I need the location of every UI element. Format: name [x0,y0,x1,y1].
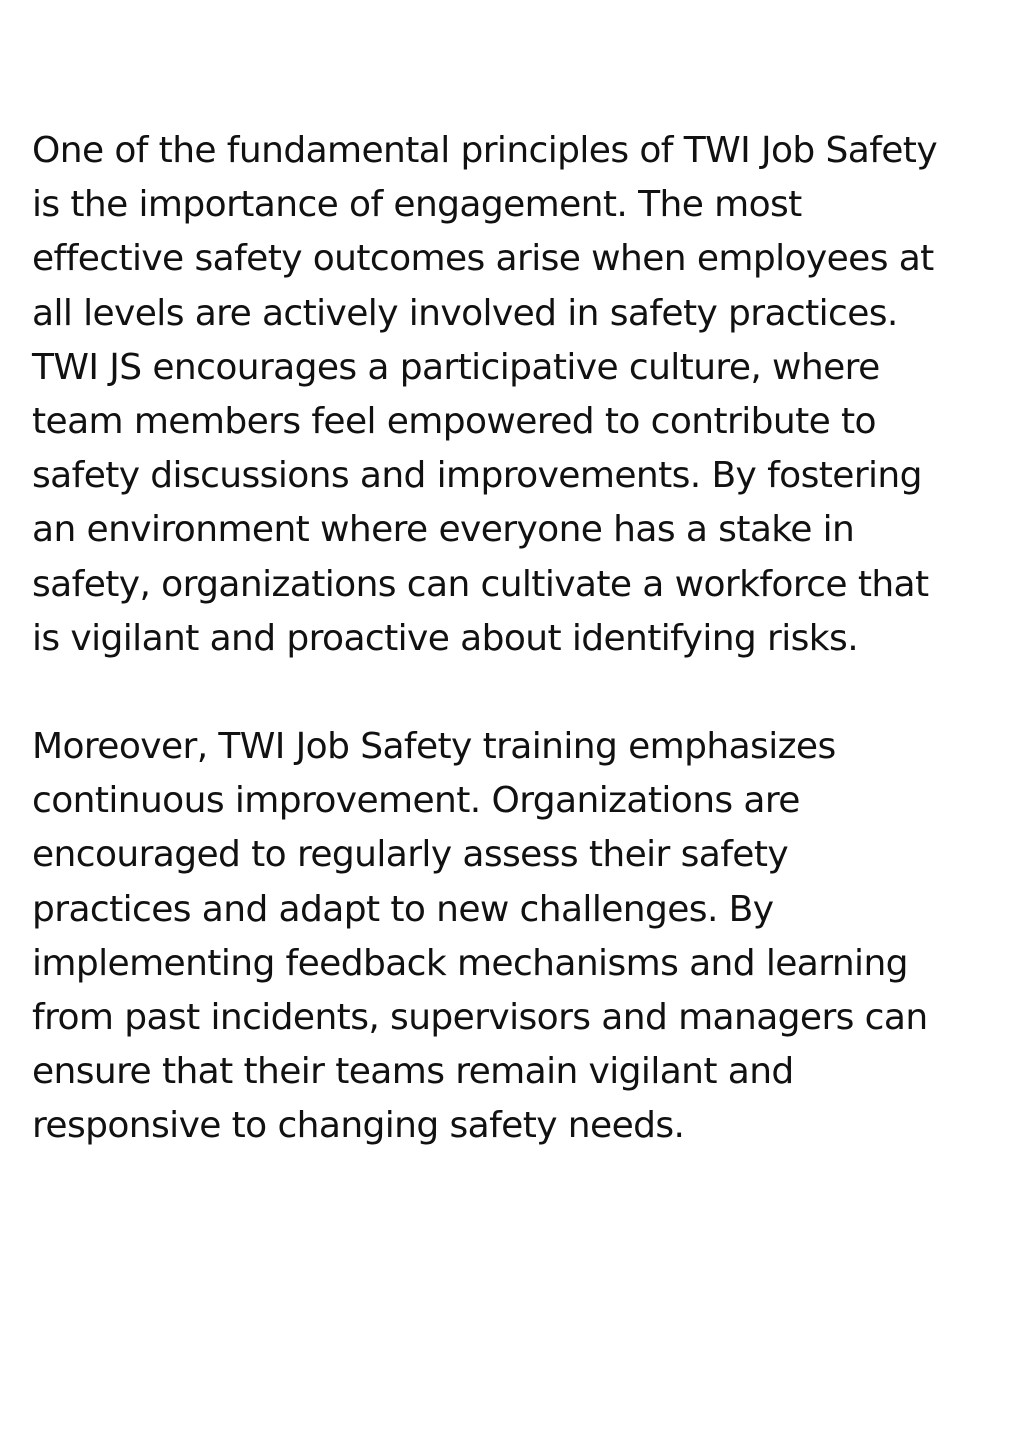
text-line: is the importance of engagement. The most [32,184,802,226]
text-line: One of the fundamental principles of TWI Job Safety [32,130,938,171]
text-line: is vigilant and proactive about identifying risks. [32,617,859,659]
text-line: implementing feedback mechanisms and learning [32,942,908,984]
text-line: all levels are actively involved in safety practices. [32,292,898,334]
text-line: an environment where everyone has a stake in [32,509,855,551]
paragraph-gap [32,666,994,720]
paragraph-engagement [32,124,994,666]
text-line: responsive to changing safety needs. [32,1105,685,1147]
text-line: safety discussions and improvements. By fostering [32,455,922,497]
text-line: Moreover, TWI Job Safety training emphasizes [32,726,836,768]
text-line: from past incidents, supervisors and managers can [32,997,928,1038]
text-line: encouraged to regularly assess their safety [32,834,789,876]
text-line: safety, organizations can cultivate a workforce that [32,563,929,605]
text-line: ensure that their teams remain vigilant and [32,1051,794,1093]
text-line: effective safety outcomes arise when employees at [32,238,934,280]
text-line: TWI JS encourages a participative culture, where [32,346,880,388]
document-body [32,124,994,1154]
text-line: continuous improvement. Organizations are [32,780,800,822]
paragraph-continuous-improvement [32,720,994,1154]
text-line: team members feel empowered to contribute to [32,400,876,442]
text-line: practices and adapt to new challenges. By [32,888,774,930]
